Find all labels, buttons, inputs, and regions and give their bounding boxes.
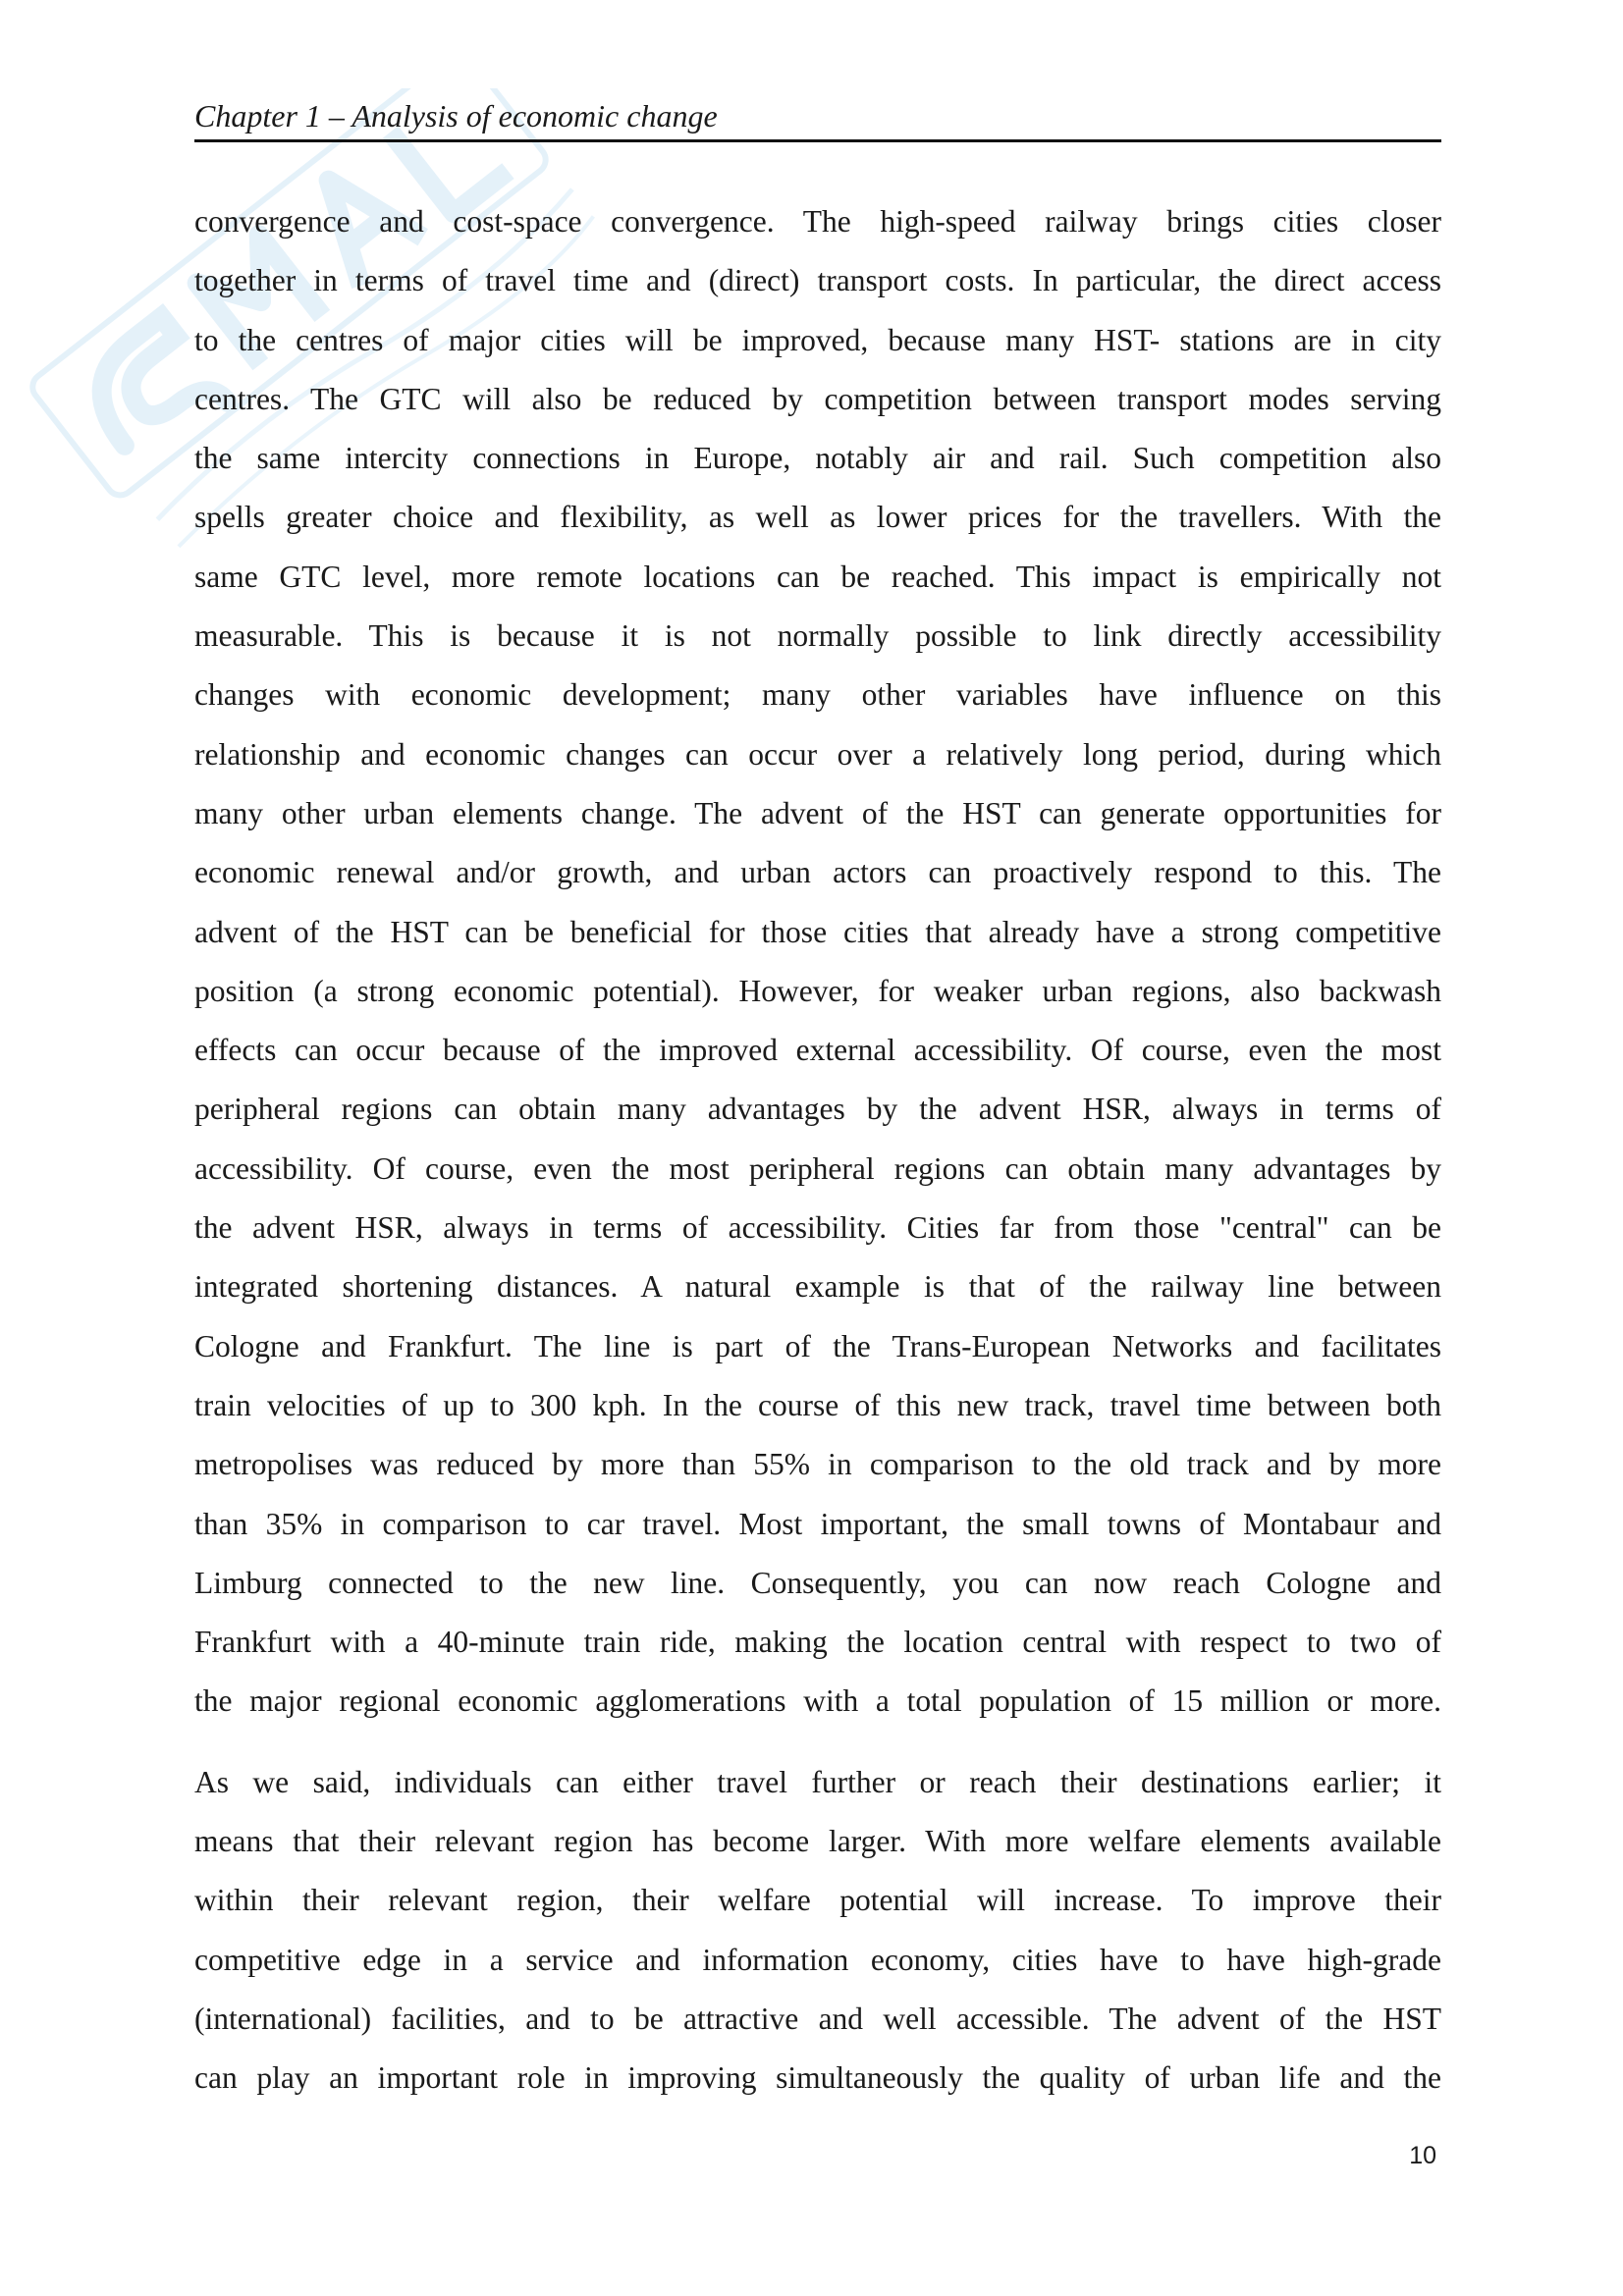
text-line: many other urban elements change. The advent of the HST can generate opportunities for (194, 795, 1441, 830)
text-line: than 35% in comparison to car travel. Most important, the small towns of Montabaur and (194, 1506, 1441, 1541)
header-divider (194, 139, 1441, 142)
text-line: effects can occur because of the improved external accessibility. Of course, even the most (194, 1033, 1441, 1068)
running-header: Chapter 1 – Analysis of economic change (194, 98, 718, 133)
paragraph-2 (194, 1753, 1441, 2109)
text-line: measurable. This is because it is not normally possible to link directly accessibility (194, 618, 1441, 654)
text-line: competitive edge in a service and information economy, cities have to have high-grade (194, 1942, 1441, 1977)
text-line: economic renewal and/or growth, and urban actors can proactively respond to this. The (194, 855, 1441, 890)
paragraph-1 (194, 192, 1441, 1732)
text-line: to the centres of major cities will be improved, because many HST- stations are in city (194, 322, 1441, 357)
text-line: Frankfurt with a 40-minute train ride, making the location central with respect to two of (194, 1625, 1441, 1660)
text-line: the advent HSR, always in terms of accessibility. Cities far from those "central" can be (194, 1210, 1441, 1246)
text-line: can play an important role in improving simultaneously the quality of urban life and the (194, 2060, 1441, 2096)
text-line: together in terms of travel time and (direct) transport costs. In particular, the direct access (194, 263, 1441, 298)
page-number: 10 (1409, 2142, 1436, 2169)
text-line: integrated shortening distances. A natural example is that of the railway line between (194, 1269, 1441, 1305)
text-line: Cologne and Frankfurt. The line is part of the Trans-European Networks and facilitates (194, 1328, 1441, 1363)
text-line: position (a strong economic potential). However, for weaker urban regions, also backwash (194, 973, 1441, 1008)
text-line: the major regional economic agglomerations with a total population of 15 million or more. (194, 1683, 1441, 1719)
text-line: same GTC level, more remote locations can be reached. This impact is empirically not (194, 559, 1441, 594)
text-line: metropolises was reduced by more than 55% in comparison to the old track and by more (194, 1447, 1441, 1482)
text-line: advent of the HST can be beneficial for those cities that already have a strong competitive (194, 914, 1441, 949)
text-line: train velocities of up to 300 kph. In the course of this new track, travel time between both (194, 1387, 1441, 1422)
text-line: centres. The GTC will also be reduced by competition between transport modes serving (194, 381, 1441, 416)
text-line: means that their relevant region has become larger. With more welfare elements available (194, 1824, 1441, 1859)
text-line: within their relevant region, their welfare potential will increase. To improve their (194, 1883, 1441, 1918)
text-line: peripheral regions can obtain many advantages by the advent HSR, always in terms of (194, 1092, 1441, 1127)
text-line: the same intercity connections in Europe, notably air and rail. Such competition also (194, 441, 1441, 476)
text-line: Limburg connected to the new line. Consequently, you can now reach Cologne and (194, 1565, 1441, 1600)
text-line: accessibility. Of course, even the most peripheral regions can obtain many advantages by (194, 1150, 1441, 1186)
text-line: (international) facilities, and to be attractive and well accessible. The advent of the HST (194, 2001, 1441, 2036)
text-line: changes with economic development; many other variables have influence on this (194, 677, 1441, 713)
text-line: As we said, individuals can either travel further or reach their destinations earlier; it (194, 1764, 1441, 1799)
text-line: spells greater choice and flexibility, as well as lower prices for the travellers. With the (194, 500, 1441, 535)
text-line: relationship and economic changes can occur over a relatively long period, during which (194, 736, 1441, 772)
main-text (194, 192, 1441, 2109)
text-line: convergence and cost-space convergence. The high-speed railway brings cities closer (194, 204, 1441, 239)
